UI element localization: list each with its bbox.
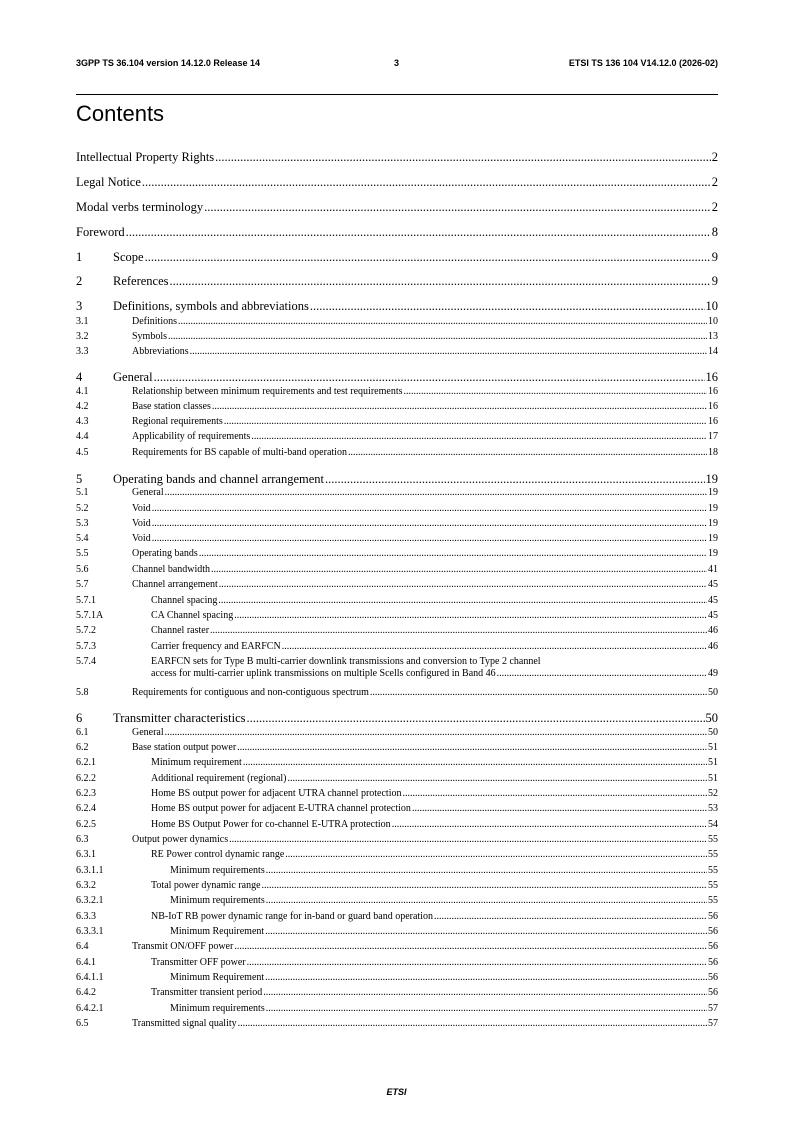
toc-entry[interactable]: [76, 1003, 718, 1015]
toc-entry[interactable]: [76, 299, 718, 314]
toc-entry-number: 5.7.1A: [76, 610, 104, 621]
page-header: [76, 58, 718, 72]
toc-entry-number: 5.7.1: [76, 595, 96, 606]
toc-entry-number: 3.2: [76, 331, 89, 342]
toc-entry-number: 5.5: [76, 548, 89, 559]
toc-entry-number: 1: [76, 250, 83, 264]
toc-entry-page: 19: [708, 548, 718, 559]
toc-entry-title: Definitions, symbols and abbreviations: [113, 299, 309, 313]
toc-entry-page: 16: [708, 401, 718, 412]
toc-entry-page: 45: [708, 610, 718, 621]
toc-entry[interactable]: [76, 487, 718, 499]
toc-entry[interactable]: [76, 564, 718, 576]
dot-leader: [219, 579, 707, 591]
toc-entry-title: Home BS output power for adjacent UTRA channel protection: [151, 788, 402, 799]
toc-entry[interactable]: [76, 518, 718, 530]
dot-leader: [263, 987, 707, 999]
toc-entry-number: 6.2.1: [76, 757, 96, 768]
toc-entry-number: 6.3.2: [76, 880, 96, 891]
toc-entry[interactable]: [76, 972, 718, 984]
toc-entry-page: 51: [708, 742, 718, 753]
toc-entry-number: 6.5: [76, 1018, 89, 1029]
toc-entry-title: General: [132, 727, 164, 738]
toc-entry-title: Abbreviations: [132, 346, 189, 357]
toc-entry[interactable]: [76, 431, 718, 443]
toc-entry-page: 45: [708, 579, 718, 590]
toc-entry-number: 5.4: [76, 533, 89, 544]
toc-entry[interactable]: [76, 316, 718, 328]
toc-entry-number: 3.3: [76, 346, 89, 357]
dot-leader: [234, 610, 707, 622]
toc-entry-page: 2: [711, 150, 718, 164]
dot-leader: [282, 641, 707, 653]
toc-entry-title: Modal verbs terminology: [76, 200, 204, 214]
toc-entry-title: Base station classes: [132, 401, 211, 412]
toc-entry-title: Applicability of requirements: [132, 431, 251, 442]
toc-entry[interactable]: [76, 941, 718, 953]
toc-entry-page: 52: [708, 788, 718, 799]
toc-entry-number: 6.4: [76, 941, 89, 952]
toc-entry[interactable]: [76, 150, 718, 165]
toc-entry-page: 9: [711, 250, 718, 264]
toc-entry-title: Symbols: [132, 331, 168, 342]
toc-entry-title: Minimum requirements: [170, 1003, 265, 1014]
toc-entry[interactable]: [76, 447, 718, 459]
toc-entry[interactable]: [76, 472, 718, 487]
dot-leader: [266, 895, 707, 907]
toc-entry[interactable]: [76, 401, 718, 413]
dot-leader: [234, 941, 707, 953]
dot-leader: [246, 711, 704, 726]
toc-entry[interactable]: [76, 926, 718, 938]
toc-entry[interactable]: [76, 346, 718, 358]
toc-entry-number: 6.2.3: [76, 788, 96, 799]
toc-entry-page: 56: [708, 941, 718, 952]
dot-leader: [215, 150, 711, 165]
toc-entry-page: 16: [705, 370, 718, 384]
toc-entry-page: 50: [708, 727, 718, 738]
toc-entry-number: 5.1: [76, 487, 89, 498]
toc-entry[interactable]: [76, 370, 718, 385]
toc-entry-number: 6.2: [76, 742, 89, 753]
dot-leader: [165, 487, 707, 499]
toc-entry-title: Carrier frequency and EARFCN: [151, 641, 281, 652]
toc-entry[interactable]: [76, 200, 718, 215]
toc-entry-number: 6.3.2.1: [76, 895, 104, 906]
toc-entry-title: Legal Notice: [76, 175, 141, 189]
toc-entry-title: Definitions: [132, 316, 177, 327]
dot-leader: [265, 972, 707, 984]
toc-entry-number: 5.7.2: [76, 625, 96, 636]
dot-leader: [210, 625, 707, 637]
dot-leader: [325, 472, 704, 487]
toc-entry[interactable]: [76, 687, 718, 699]
toc-entry-title: Minimum Requirement: [170, 926, 265, 937]
dot-leader: [392, 819, 707, 831]
toc-entry-page: 46: [708, 641, 718, 652]
toc-entry-title: Minimum requirements: [170, 865, 265, 876]
toc-entry-title: General: [113, 370, 153, 384]
header-divider: [76, 94, 718, 95]
toc-entry[interactable]: [76, 533, 718, 545]
toc-entry-title: NB-IoT RB power dynamic range for in-band or guard band operation: [151, 911, 433, 922]
toc-entry-page: 19: [708, 518, 718, 529]
toc-entry-page: 2: [711, 175, 718, 189]
toc-entry-page: 49: [708, 668, 718, 679]
toc-entry-number: 5.7.4: [76, 656, 96, 667]
toc-entry-page: 57: [708, 1003, 718, 1014]
toc-entry-title: Regional requirements: [132, 416, 223, 427]
dot-leader: [154, 370, 705, 385]
toc-entry-title: Home BS Output Power for co-channel E-UTRA protection: [151, 819, 391, 830]
header-page-number: 3: [394, 58, 400, 68]
toc-entry-title: Minimum Requirement: [170, 972, 265, 983]
toc-entry[interactable]: [76, 331, 718, 343]
toc-entry-title: Void: [132, 518, 151, 529]
toc-entry-page: 46: [708, 625, 718, 636]
toc-entry-page: 55: [708, 880, 718, 891]
toc-entry-page: 56: [708, 972, 718, 983]
toc-entry-page: 16: [708, 416, 718, 427]
toc-entry-number: 4.1: [76, 386, 89, 397]
toc-entry-page: 13: [708, 331, 718, 342]
toc-entry-title: Scope: [113, 250, 144, 264]
toc-entry-title: Void: [132, 533, 151, 544]
toc-entry-page: 54: [708, 819, 718, 830]
toc-entry-title: Output power dynamics: [132, 834, 229, 845]
toc-entry-page: 51: [708, 773, 718, 784]
dot-leader: [238, 1018, 707, 1030]
toc-entry-number: 4.4: [76, 431, 89, 442]
toc-entry[interactable]: [76, 1018, 718, 1030]
dot-leader: [145, 250, 711, 265]
toc-entry-page: 53: [708, 803, 718, 814]
dot-leader: [262, 880, 707, 892]
toc-entry-title: Intellectual Property Rights: [76, 150, 215, 164]
dot-leader: [265, 926, 707, 938]
toc-entry[interactable]: [76, 225, 718, 240]
toc-entry-number: 6.4.1.1: [76, 972, 104, 983]
toc-entry[interactable]: [76, 895, 718, 907]
toc-entry-number: 5.8: [76, 687, 89, 698]
toc-entry[interactable]: [76, 274, 718, 289]
toc-entry[interactable]: [76, 727, 718, 739]
toc-entry-number: 6.3.1: [76, 849, 96, 860]
dot-leader: [170, 274, 711, 289]
toc-entry-page: 55: [708, 865, 718, 876]
toc-entry[interactable]: [76, 656, 718, 680]
toc-entry-page: 55: [708, 834, 718, 845]
toc-entry-page: 41: [708, 564, 718, 575]
toc-entry-page: 14: [708, 346, 718, 357]
dot-leader: [434, 911, 707, 923]
toc-entry-title: Total power dynamic range: [151, 880, 261, 891]
toc-entry[interactable]: [76, 503, 718, 515]
dot-leader: [152, 518, 707, 530]
toc-entry-title: Minimum requirement: [151, 757, 242, 768]
dot-leader: [243, 757, 707, 769]
toc-entry-page: 57: [708, 1018, 718, 1029]
toc-entry-title: Additional requirement (regional): [151, 773, 287, 784]
dot-leader: [126, 225, 711, 240]
toc-entry-number: 6: [76, 711, 83, 725]
dot-leader: [218, 595, 707, 607]
toc-entry[interactable]: [76, 711, 718, 726]
dot-leader: [229, 834, 707, 846]
toc-entry-number: 2: [76, 274, 83, 288]
dot-leader: [178, 316, 707, 328]
toc-entry-page: 51: [708, 757, 718, 768]
toc-entry-page: 50: [708, 687, 718, 698]
dot-leader: [412, 803, 707, 815]
page-footer: ETSI: [386, 1087, 407, 1097]
toc-entry-title: RE Power control dynamic range: [151, 849, 285, 860]
dot-leader: [237, 742, 707, 754]
toc-entry-title: Operating bands and channel arrangement: [113, 472, 325, 486]
dot-leader: [190, 346, 707, 358]
toc-entry-title: Minimum requirements: [170, 895, 265, 906]
toc-entry-title: Transmitter characteristics: [113, 711, 246, 725]
toc-entry-number: 5: [76, 472, 83, 486]
dot-leader: [247, 957, 707, 969]
toc-entry-number: 4.2: [76, 401, 89, 412]
toc-entry-page: 8: [711, 225, 718, 239]
toc-entry[interactable]: [76, 742, 718, 754]
toc-entry-number: 6.2.2: [76, 773, 96, 784]
toc-entry-number: 6.1: [76, 727, 89, 738]
dot-leader: [266, 865, 707, 877]
dot-leader: [288, 773, 707, 785]
toc-entry-title: Requirements for contiguous and non-contiguous spectrum: [132, 687, 369, 698]
toc-entry[interactable]: [76, 250, 718, 265]
toc-entry-number: 3.1: [76, 316, 89, 327]
toc-entry-title: Transmitted signal quality: [132, 1018, 237, 1029]
toc-entry-page: 55: [708, 849, 718, 860]
toc-entry[interactable]: [76, 865, 718, 877]
toc-entry-title: Channel arrangement: [132, 579, 218, 590]
toc-entry-number: 5.6: [76, 564, 89, 575]
toc-entry-number: 6.3: [76, 834, 89, 845]
dot-leader: [165, 727, 707, 739]
toc-entry-page: 19: [708, 487, 718, 498]
toc-entry-title: CA Channel spacing: [151, 610, 234, 621]
toc-entry-page: 56: [708, 926, 718, 937]
toc-entry-page: 10: [708, 316, 718, 327]
toc-entry-page: 19: [708, 503, 718, 514]
toc-entry-title: Relationship between minimum requirements and test requirements: [132, 386, 403, 397]
toc-entry-number: 6.3.3.1: [76, 926, 104, 937]
toc-entry-page: 10: [705, 299, 718, 313]
toc-entry-title: Channel spacing: [151, 595, 218, 606]
toc-entry[interactable]: [76, 579, 718, 591]
toc-entry-title-continued: access for multi-carrier uplink transmissions on multiple Scells configured in Band 46: [151, 668, 496, 679]
dot-leader: [348, 447, 707, 459]
toc-entry-page: 19: [705, 472, 718, 486]
toc-entry-title: Requirements for BS capable of multi-band operation: [132, 447, 347, 458]
toc-entry-page: 18: [708, 447, 718, 458]
toc-entry-title: Operating bands: [132, 548, 198, 559]
dot-leader: [404, 386, 708, 398]
page-title: Contents: [76, 101, 165, 126]
toc-entry-title: References: [113, 274, 169, 288]
toc-entry-number: 6.4.1: [76, 957, 96, 968]
toc-entry-number: 6.2.4: [76, 803, 96, 814]
toc-entry-title: Transmitter transient period: [151, 987, 263, 998]
toc-entry-number: 6.3.1.1: [76, 865, 104, 876]
toc-entry-page: 2: [711, 200, 718, 214]
toc-entry[interactable]: [76, 175, 718, 190]
toc-entry-number: 5.7.3: [76, 641, 96, 652]
toc-entry-title: Foreword: [76, 225, 125, 239]
dot-leader: [152, 533, 707, 545]
toc-entry-title: Channel bandwidth: [132, 564, 211, 575]
dot-leader: [403, 788, 708, 800]
toc-entry-page: 56: [708, 911, 718, 922]
dot-leader: [211, 564, 707, 576]
toc-entry-page: 50: [705, 711, 718, 725]
dot-leader: [168, 331, 707, 343]
toc-entry-title: Void: [132, 503, 151, 514]
dot-leader: [310, 299, 705, 314]
toc-entry-number: 4.5: [76, 447, 89, 458]
toc-entry-number: 6.2.5: [76, 819, 96, 830]
toc-entry[interactable]: [76, 548, 718, 560]
dot-leader: [199, 548, 707, 560]
dot-leader: [152, 503, 707, 515]
toc-entry-page: 19: [708, 533, 718, 544]
toc-entry-title: Transmit ON/OFF power: [132, 941, 234, 952]
toc-entry-number: 6.4.2: [76, 987, 96, 998]
toc-entry-page: 16: [708, 386, 718, 397]
dot-leader: [285, 849, 707, 861]
toc-entry-page: 45: [708, 595, 718, 606]
toc-entry-title: Transmitter OFF power: [151, 957, 246, 968]
toc-entry-page: 17: [708, 431, 718, 442]
toc-entry[interactable]: [76, 834, 718, 846]
dot-leader: [224, 416, 707, 428]
toc-entry-page: 56: [708, 987, 718, 998]
dot-leader: [497, 668, 707, 680]
toc-entry-title: Channel raster: [151, 625, 210, 636]
toc-entry-number: 6.3.3: [76, 911, 96, 922]
toc-entry[interactable]: [76, 416, 718, 428]
header-etsi-reference: ETSI TS 136 104 V14.12.0 (2026-02): [568, 58, 718, 68]
toc-entry-page: 55: [708, 895, 718, 906]
toc-entry-title: Home BS output power for adjacent E-UTRA channel protection: [151, 803, 411, 814]
dot-leader: [251, 431, 707, 443]
dot-leader: [142, 175, 711, 190]
toc-entry[interactable]: [76, 386, 718, 398]
toc-entry-page: 9: [711, 274, 718, 288]
dot-leader: [212, 401, 707, 413]
toc-entry-number: 5.3: [76, 518, 89, 529]
dot-leader: [204, 200, 711, 215]
toc-entry-number: 5.7: [76, 579, 89, 590]
toc-entry-number: 4: [76, 370, 83, 384]
toc-entry-title: EARFCN sets for Type B multi-carrier downlink transmissions and conversion to Type 2 channel: [151, 656, 541, 667]
toc-entry-number: 4.3: [76, 416, 89, 427]
toc-entry-page: 56: [708, 957, 718, 968]
toc-entry-number: 3: [76, 299, 83, 313]
dot-leader: [370, 687, 707, 699]
header-spec-version: 3GPP TS 36.104 version 14.12.0 Release 14: [76, 58, 260, 68]
toc-entry-title: Base station output power: [132, 742, 237, 753]
toc-entry-title: General: [132, 487, 164, 498]
dot-leader: [266, 1003, 707, 1015]
toc-entry-number: 5.2: [76, 503, 89, 514]
toc-entry-number: 6.4.2.1: [76, 1003, 104, 1014]
